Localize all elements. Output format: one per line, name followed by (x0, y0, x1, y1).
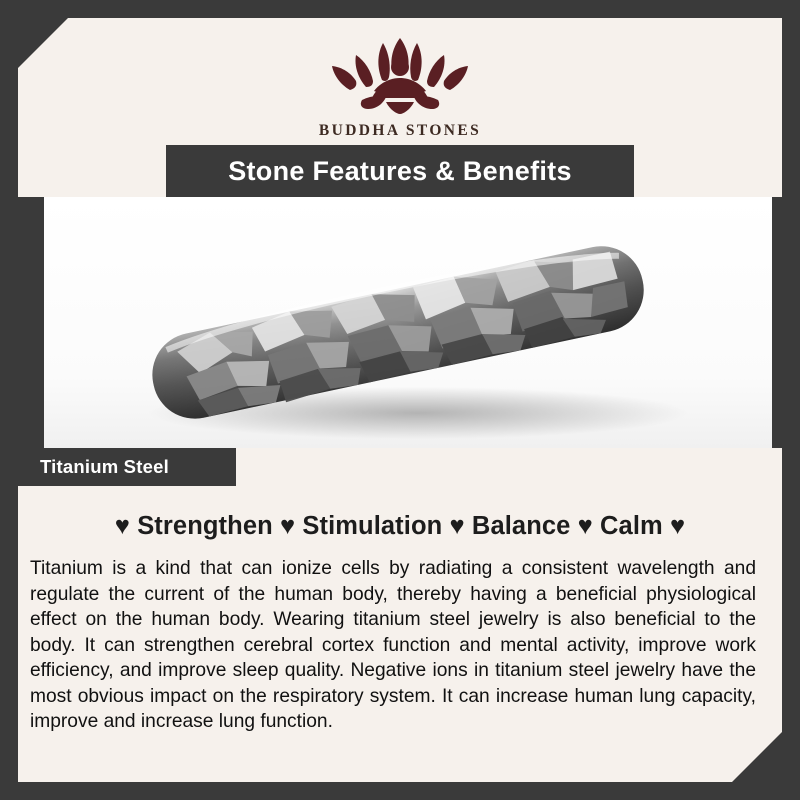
hero-image (18, 197, 782, 455)
description-text: Titanium is a kind that can ionize cells by radiating a consistent wavelength and regulate the current of the human body, thereby having a beneficial physiological effect on the human body. Wearing titanium steel jewelry is also beneficial to the body. It can strengthen cerebral cortex function and mental activity, improve work efficiency, and improve sleep quality. Negative ions in titanium steel jewelry have the most obvious impact on the respiratory system. It can increase human lung capacity, improve and increase lung function. (30, 558, 756, 732)
hero-right-edge (772, 197, 782, 455)
lotus-meditation-icon (316, 24, 484, 120)
titanium-steel-crystal-illustration (18, 197, 782, 455)
brand-name: BUDDHA STONES (318, 122, 482, 139)
hero-left-edge (18, 197, 44, 455)
benefits-line: ♥ Strengthen ♥ Stimulation ♥ Balance ♥ Calm ♥ (114, 512, 686, 540)
page-title: Stone Features & Benefits (228, 155, 572, 186)
stone-name-label: Titanium Steel (40, 456, 169, 477)
section-title-bar (18, 145, 782, 197)
brand-header (0, 24, 800, 140)
label-rule (236, 448, 782, 486)
stone-name-badge (18, 448, 236, 486)
